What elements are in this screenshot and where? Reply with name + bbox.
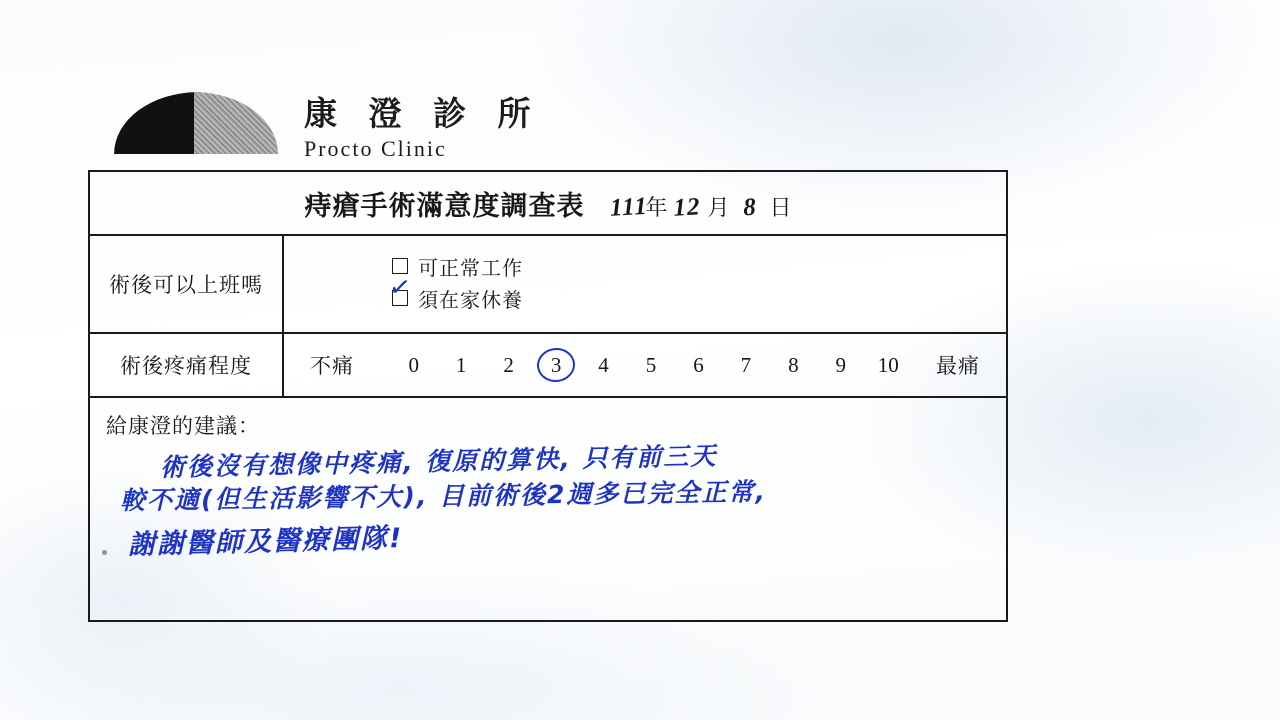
pain-value-4[interactable]: 4 bbox=[598, 352, 609, 377]
pain-value-5[interactable]: 5 bbox=[645, 352, 657, 377]
pain-value-2[interactable]: 2 bbox=[503, 352, 514, 377]
procto-clinic-fan-logo bbox=[114, 92, 282, 154]
survey-form bbox=[88, 84, 1008, 622]
work-option-rest[interactable] bbox=[387, 271, 1006, 314]
pain-value-0[interactable]: 0 bbox=[408, 352, 419, 377]
clinic-name-en: Procto Clinic bbox=[304, 136, 447, 161]
pain-value-6[interactable]: 6 bbox=[693, 352, 704, 377]
clinic-name-block bbox=[304, 88, 540, 162]
suggestion-handwritten-text[interactable] bbox=[90, 440, 1006, 561]
date-year-value: 111 bbox=[609, 192, 649, 222]
pain-value-1[interactable]: 1 bbox=[455, 352, 467, 377]
pain-value-3-selected[interactable]: 3 bbox=[541, 353, 571, 378]
work-option-rest-label: 須在家休養 bbox=[418, 287, 523, 312]
pain-max-label: 最痛 bbox=[936, 354, 980, 378]
pain-value-8[interactable]: 8 bbox=[788, 352, 799, 377]
work-option-normal[interactable] bbox=[392, 250, 1006, 282]
letterhead bbox=[88, 84, 1008, 170]
date-field bbox=[610, 191, 791, 222]
work-options bbox=[284, 236, 1006, 332]
title-row bbox=[90, 172, 1006, 236]
date-month-value: 12 bbox=[673, 192, 702, 222]
checkbox-checked-icon[interactable] bbox=[387, 271, 413, 306]
date-day-unit: 日 bbox=[769, 195, 792, 221]
handwritten-line-2: 較不適(但生活影響不大), 目前術後2週多已完全正常, bbox=[119, 477, 768, 516]
pain-scale bbox=[284, 334, 1006, 396]
survey-table bbox=[88, 170, 1008, 622]
suggestion-label: 給康澄的建議： bbox=[106, 414, 260, 438]
pain-min-label: 不痛 bbox=[310, 354, 354, 378]
pain-value-7[interactable]: 7 bbox=[740, 352, 752, 377]
suggestion-row bbox=[90, 398, 1006, 620]
page-title: 痔瘡手術滿意度調查表 bbox=[304, 190, 585, 222]
clinic-name-zh: 康 澄 診 所 bbox=[304, 94, 541, 133]
logo-fan-light-icon bbox=[194, 92, 278, 154]
date-year-unit: 年 bbox=[645, 195, 668, 221]
work-option-normal-label: 可正常工作 bbox=[418, 255, 523, 280]
pain-row-label: 術後疼痛程度 bbox=[90, 334, 284, 396]
pain-row bbox=[90, 334, 1006, 398]
date-day-value: 8 bbox=[742, 193, 757, 221]
date-month-unit: 月 bbox=[707, 195, 730, 221]
logo-fan-dark-icon bbox=[114, 92, 198, 154]
handwritten-line-1: 術後沒有想像中疼痛, 復原的算快, 只有前三天 bbox=[159, 441, 718, 482]
check-mark-icon: ✓ bbox=[387, 271, 413, 305]
work-row-label: 術後可以上班嗎 bbox=[90, 236, 284, 332]
work-row bbox=[90, 236, 1006, 334]
paper-smudge-mark bbox=[102, 550, 107, 555]
pain-value-9[interactable]: 9 bbox=[835, 352, 847, 377]
handwritten-line-3: 謝謝醫師及醫療團隊! bbox=[127, 522, 404, 561]
pain-value-10[interactable]: 10 bbox=[877, 352, 899, 377]
pain-scale-numbers bbox=[354, 353, 936, 378]
